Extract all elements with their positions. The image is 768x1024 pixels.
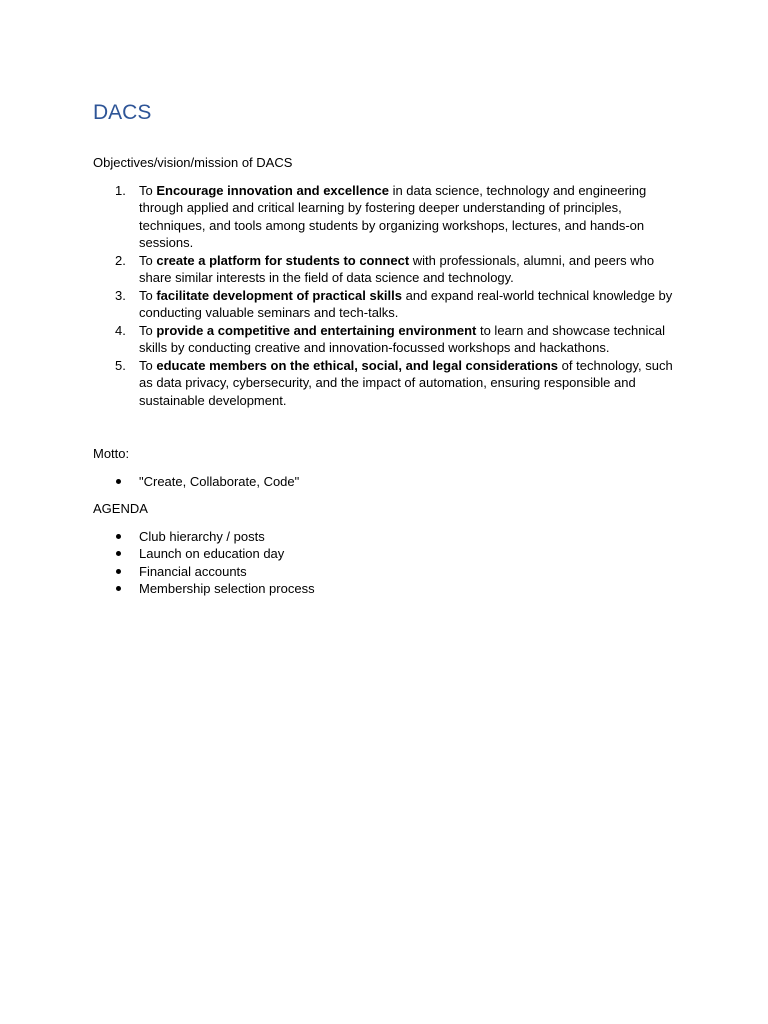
agenda-item-text: Launch on education day bbox=[139, 546, 285, 561]
objective-text bbox=[139, 253, 654, 286]
document-title: DACS bbox=[93, 101, 152, 124]
objective-body: and expand real-world technical knowledge by conducting valuable seminars and tech-talks. bbox=[139, 287, 673, 320]
bullet-icon bbox=[116, 479, 121, 484]
bullet-icon bbox=[116, 551, 121, 556]
objectives-list bbox=[93, 182, 673, 410]
objective-prefix: To bbox=[139, 287, 157, 303]
agenda-list bbox=[93, 528, 673, 598]
document-page bbox=[93, 100, 673, 598]
objective-emphasis: provide a competitive and entertaining environment bbox=[156, 322, 477, 338]
objective-emphasis: create a platform for students to connect bbox=[156, 252, 410, 268]
motto-item bbox=[93, 473, 673, 491]
agenda-item bbox=[93, 580, 673, 598]
objective-number: 4. bbox=[115, 322, 126, 338]
agenda-item bbox=[93, 563, 673, 581]
agenda-heading: AGENDA bbox=[93, 501, 148, 516]
objective-text bbox=[139, 323, 665, 356]
agenda-item-text: Club hierarchy / posts bbox=[139, 528, 265, 544]
objective-number: 5. bbox=[115, 357, 126, 373]
motto-text: "Create, Collaborate, Code" bbox=[139, 473, 300, 489]
objective-text bbox=[139, 358, 673, 408]
objective-body: to learn and showcase technical skills by conducting creative and innovation-focussed workshops and hackathons. bbox=[139, 322, 665, 355]
objective-body: of technology, such as data privacy, cybersecurity, and the impact of automation, ensuring responsible and sustainable development. bbox=[139, 357, 673, 408]
objective-prefix: To bbox=[139, 182, 157, 198]
motto-heading: Motto: bbox=[93, 446, 130, 461]
objectives-heading: Objectives/vision/mission of DACS bbox=[93, 155, 293, 170]
objective-item bbox=[93, 287, 673, 322]
objective-item bbox=[93, 252, 673, 287]
objective-item bbox=[93, 322, 673, 357]
agenda-item-text: Membership selection process bbox=[139, 581, 315, 596]
agenda-item bbox=[93, 545, 673, 563]
objective-body: with professionals, alumni, and peers who share similar interests in the field of data science and technology. bbox=[139, 252, 655, 285]
objective-prefix: To bbox=[139, 357, 157, 373]
objective-body: in data science, technology and engineering through applied and critical learning by fostering deeper understanding of principles, techniques, and tools among students by organizing workshops, lectures, and hands-on sessions. bbox=[139, 182, 647, 250]
bullet-icon bbox=[116, 534, 121, 539]
agenda-item bbox=[93, 528, 673, 546]
motto-list bbox=[93, 473, 673, 491]
objective-prefix: To bbox=[139, 252, 157, 268]
objective-item bbox=[93, 357, 673, 410]
objective-emphasis: Encourage innovation and excellence bbox=[156, 182, 389, 198]
objective-text bbox=[139, 288, 672, 321]
objective-emphasis: educate members on the ethical, social, and legal considerations bbox=[156, 357, 559, 373]
bullet-icon bbox=[116, 586, 121, 591]
objective-number: 1. bbox=[115, 182, 126, 198]
objective-number: 2. bbox=[115, 252, 126, 268]
objective-prefix: To bbox=[139, 322, 157, 338]
agenda-item-text: Financial accounts bbox=[139, 563, 247, 579]
objective-text bbox=[139, 183, 646, 251]
objective-emphasis: facilitate development of practical skills bbox=[156, 287, 402, 303]
objective-number: 3. bbox=[115, 287, 126, 303]
objective-item bbox=[93, 182, 673, 252]
bullet-icon bbox=[116, 569, 121, 574]
